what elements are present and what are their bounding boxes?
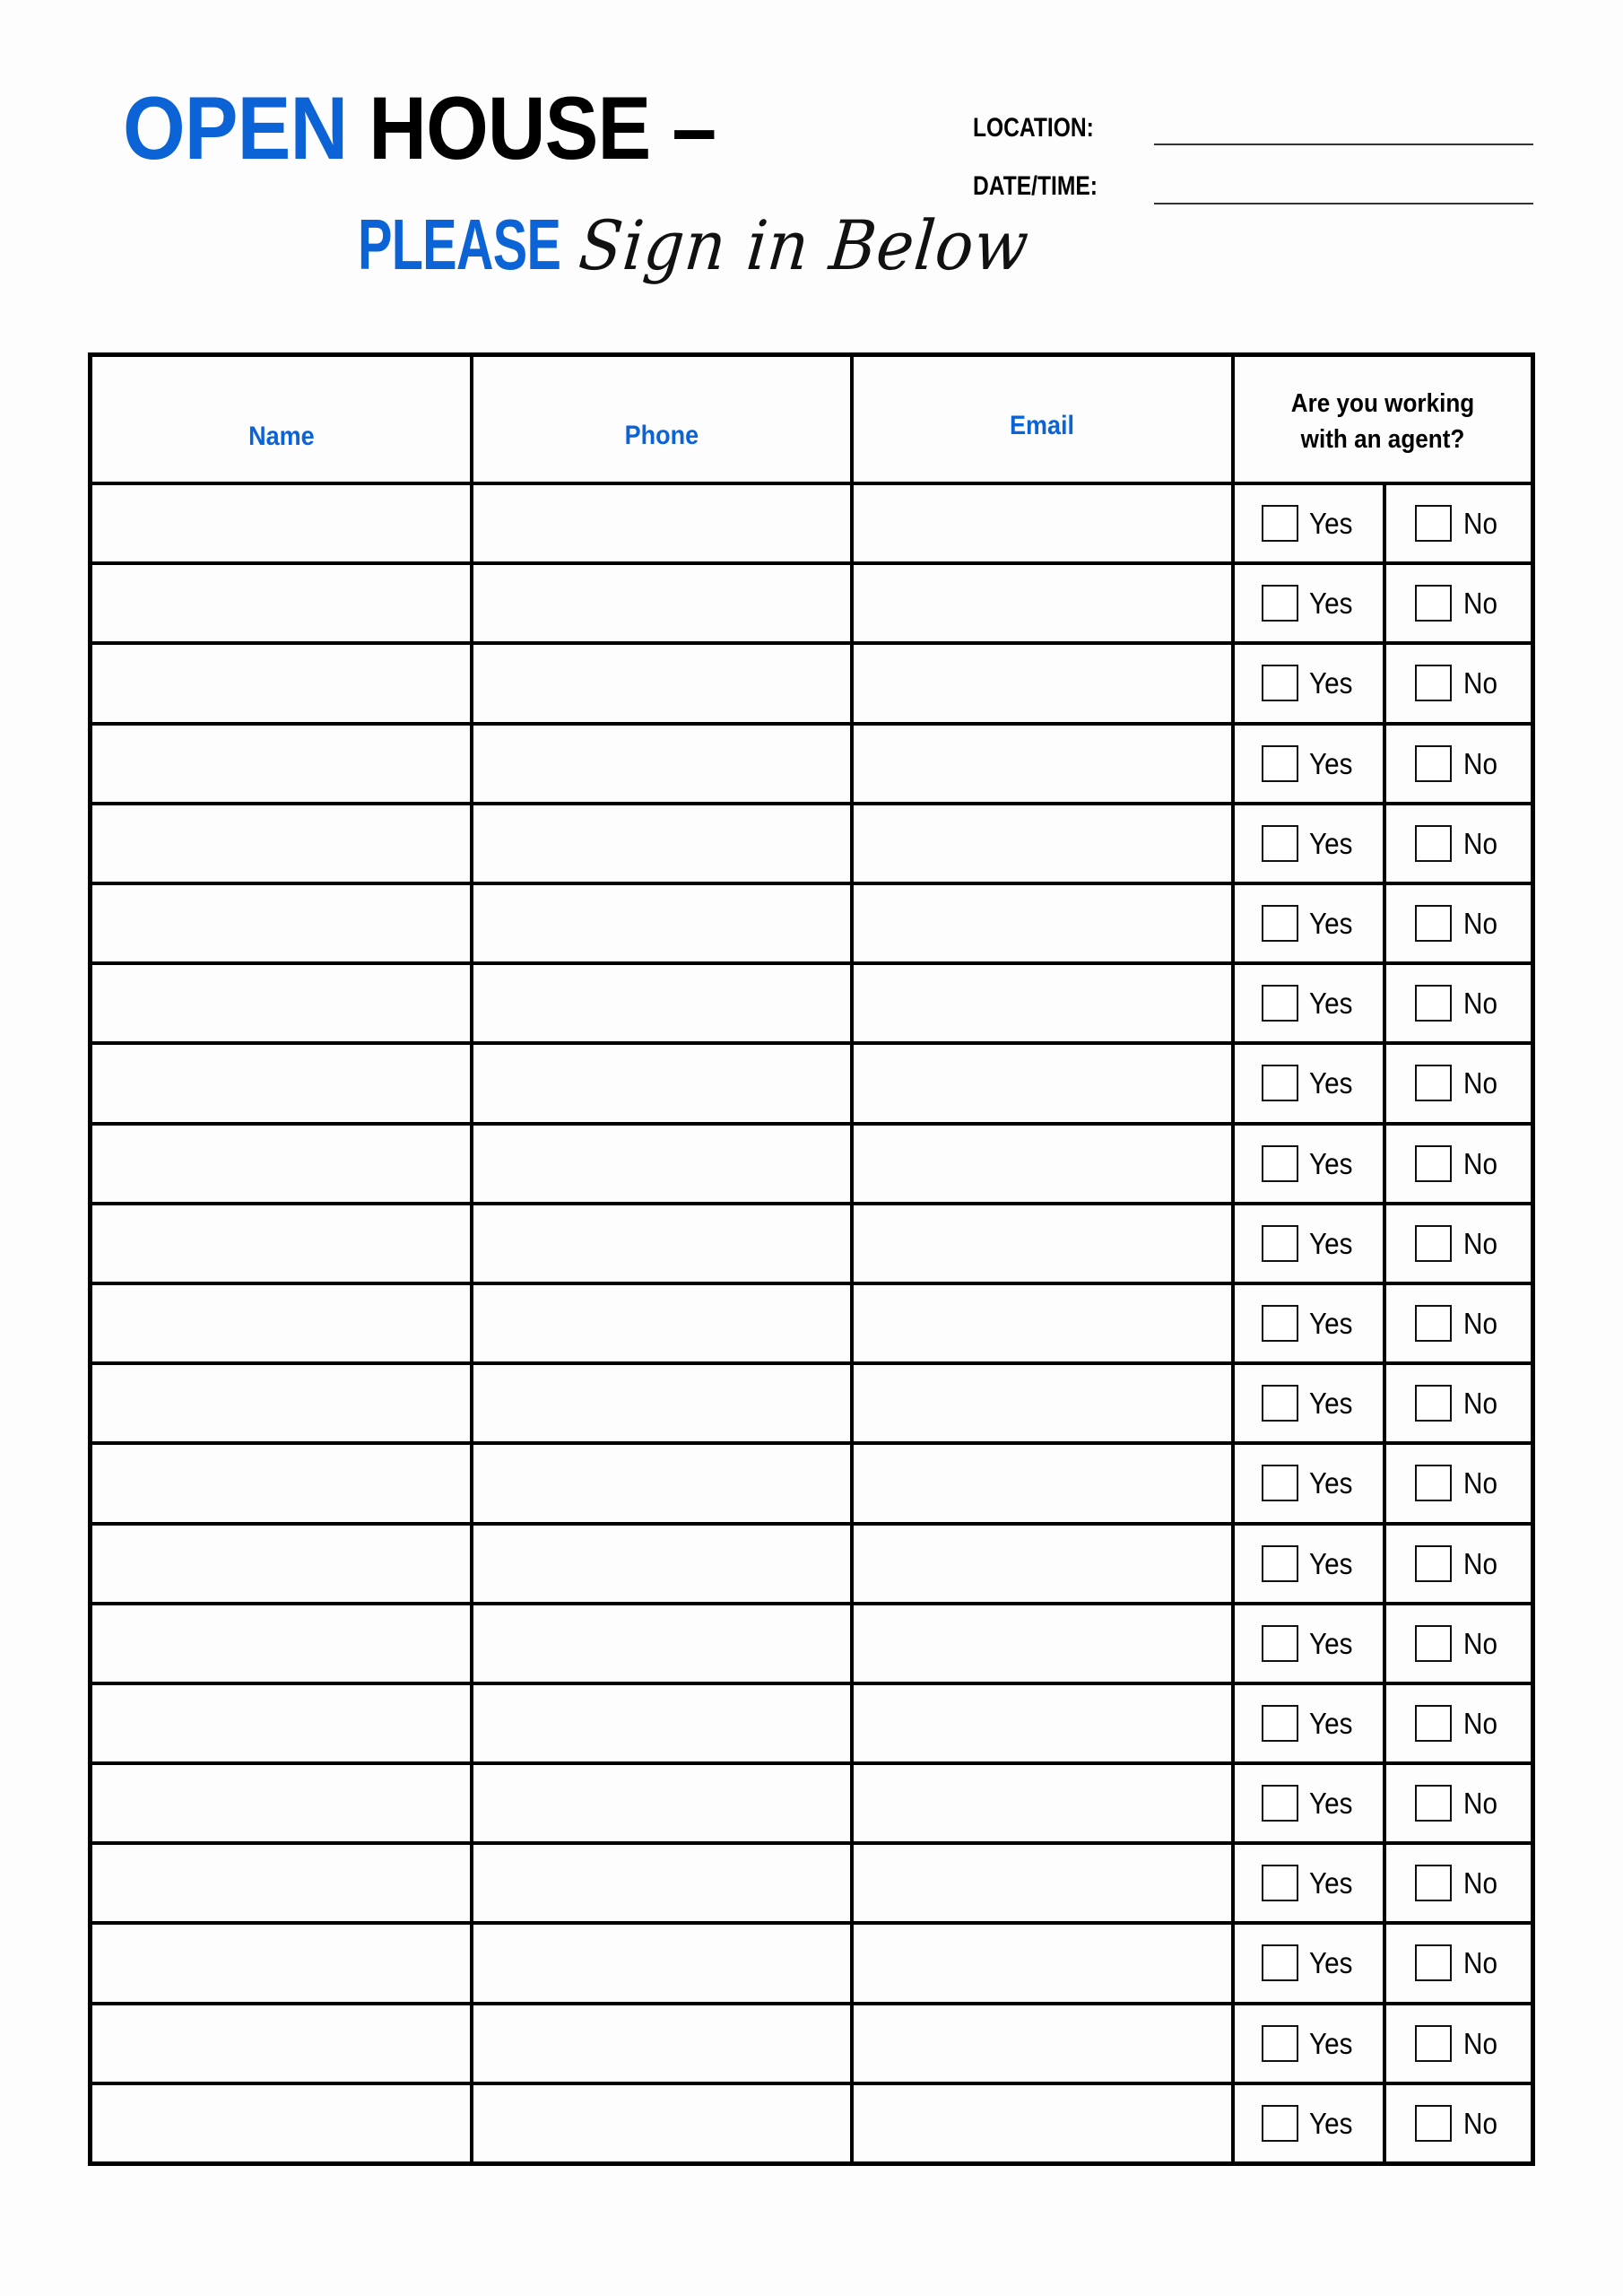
- agent-yes-option[interactable]: [1262, 1204, 1358, 1283]
- no-label: No: [1463, 1626, 1497, 1660]
- agent-no-option[interactable]: [1415, 1843, 1501, 1923]
- agent-no-option[interactable]: [1415, 483, 1501, 563]
- datetime-field[interactable]: [1154, 203, 1533, 204]
- agent-no-option[interactable]: [1415, 1683, 1501, 1763]
- email-cell[interactable]: [854, 805, 1231, 882]
- agent-yes-option[interactable]: [1262, 1283, 1358, 1363]
- phone-cell[interactable]: [473, 805, 850, 882]
- no-label: No: [1463, 1066, 1497, 1100]
- no-label: No: [1463, 1466, 1497, 1500]
- phone-cell[interactable]: [473, 965, 850, 1041]
- no-checkbox[interactable]: [1415, 1145, 1452, 1182]
- name-cell[interactable]: [92, 1765, 470, 1841]
- phone-cell[interactable]: [473, 1445, 850, 1521]
- yes-label: Yes: [1309, 746, 1353, 780]
- email-cell[interactable]: [854, 1845, 1231, 1921]
- name-cell[interactable]: [92, 726, 470, 802]
- yes-label: Yes: [1309, 826, 1353, 860]
- no-checkbox[interactable]: [1415, 745, 1452, 782]
- phone-cell[interactable]: [473, 726, 850, 802]
- yes-checkbox[interactable]: [1262, 745, 1298, 782]
- no-checkbox[interactable]: [1415, 1225, 1452, 1262]
- no-label: No: [1463, 2106, 1497, 2140]
- agent-no-option[interactable]: [1415, 1763, 1501, 1843]
- no-label: No: [1463, 1146, 1497, 1180]
- no-label: No: [1463, 907, 1497, 940]
- yes-label: Yes: [1309, 507, 1353, 540]
- no-label: No: [1463, 507, 1497, 540]
- title-house: HOUSE –: [369, 78, 716, 178]
- yes-checkbox[interactable]: [1262, 1305, 1298, 1342]
- agent-no-option[interactable]: [1415, 1524, 1501, 1604]
- yes-label: Yes: [1309, 1466, 1353, 1500]
- no-checkbox[interactable]: [1415, 905, 1452, 942]
- agent-yes-option[interactable]: [1262, 883, 1358, 963]
- agent-yes-option[interactable]: [1262, 1923, 1358, 2003]
- name-cell[interactable]: [92, 485, 470, 561]
- phone-cell[interactable]: [473, 1765, 850, 1841]
- no-checkbox[interactable]: [1415, 665, 1452, 701]
- no-checkbox[interactable]: [1415, 505, 1452, 542]
- agent-yes-option[interactable]: [1262, 1843, 1358, 1923]
- yes-label: Yes: [1309, 1626, 1353, 1660]
- yes-label: Yes: [1309, 587, 1353, 621]
- page-title: [123, 78, 716, 178]
- name-cell[interactable]: [92, 805, 470, 882]
- no-checkbox[interactable]: [1415, 585, 1452, 622]
- agent-no-option[interactable]: [1415, 1443, 1501, 1523]
- yes-checkbox[interactable]: [1262, 905, 1298, 942]
- name-cell[interactable]: [92, 1126, 470, 1202]
- agent-yes-option[interactable]: [1262, 724, 1358, 804]
- email-cell[interactable]: [854, 1126, 1231, 1202]
- yes-label: Yes: [1309, 987, 1353, 1021]
- agent-no-option[interactable]: [1415, 1363, 1501, 1443]
- yes-label: Yes: [1309, 1387, 1353, 1421]
- phone-cell[interactable]: [473, 1925, 850, 2001]
- agent-no-option[interactable]: [1415, 963, 1501, 1043]
- name-cell[interactable]: [92, 965, 470, 1041]
- phone-cell[interactable]: [473, 885, 850, 961]
- name-cell[interactable]: [92, 1365, 470, 1441]
- no-checkbox[interactable]: [1415, 1465, 1452, 1501]
- yes-checkbox[interactable]: [1262, 585, 1298, 622]
- name-cell[interactable]: [92, 1205, 470, 1282]
- phone-cell[interactable]: [473, 565, 850, 641]
- agent-no-option[interactable]: [1415, 883, 1501, 963]
- phone-cell[interactable]: [473, 1685, 850, 1761]
- agent-no-option[interactable]: [1415, 1283, 1501, 1363]
- yes-checkbox[interactable]: [1262, 1225, 1298, 1262]
- phone-cell[interactable]: [473, 1845, 850, 1921]
- email-cell[interactable]: [854, 565, 1231, 641]
- yes-checkbox[interactable]: [1262, 1625, 1298, 1662]
- yes-checkbox[interactable]: [1262, 1385, 1298, 1422]
- agent-yes-option[interactable]: [1262, 483, 1358, 563]
- yes-checkbox[interactable]: [1262, 1145, 1298, 1182]
- name-cell[interactable]: [92, 1285, 470, 1361]
- phone-cell[interactable]: [473, 645, 850, 721]
- agent-no-option[interactable]: [1415, 804, 1501, 883]
- no-label: No: [1463, 1866, 1497, 1900]
- yes-checkbox[interactable]: [1262, 1065, 1298, 1101]
- phone-cell[interactable]: [473, 485, 850, 561]
- yes-label: Yes: [1309, 1706, 1353, 1740]
- yes-checkbox[interactable]: [1262, 665, 1298, 701]
- no-label: No: [1463, 587, 1497, 621]
- name-cell[interactable]: [92, 2005, 470, 2082]
- agent-no-option[interactable]: [1415, 1923, 1501, 2003]
- agent-yes-option[interactable]: [1262, 1604, 1358, 1683]
- email-cell[interactable]: [854, 885, 1231, 961]
- yes-checkbox[interactable]: [1262, 825, 1298, 862]
- email-cell[interactable]: [854, 1685, 1231, 1761]
- no-label: No: [1463, 1787, 1497, 1820]
- name-cell[interactable]: [92, 1685, 470, 1761]
- email-cell[interactable]: [854, 2005, 1231, 2082]
- agent-yes-option[interactable]: [1262, 1524, 1358, 1604]
- datetime-label: DATE/TIME:: [973, 171, 1098, 201]
- no-checkbox[interactable]: [1415, 2025, 1452, 2062]
- yes-checkbox[interactable]: [1262, 1785, 1298, 1822]
- yes-label: Yes: [1309, 907, 1353, 940]
- yes-checkbox[interactable]: [1262, 2025, 1298, 2062]
- phone-cell[interactable]: [473, 1045, 850, 1121]
- yes-label: Yes: [1309, 1146, 1353, 1180]
- name-cell[interactable]: [92, 1526, 470, 1602]
- no-checkbox[interactable]: [1415, 1944, 1452, 1981]
- name-cell[interactable]: [92, 1605, 470, 1682]
- yes-checkbox[interactable]: [1262, 505, 1298, 542]
- agent-yes-option[interactable]: [1262, 1683, 1358, 1763]
- agent-yes-option[interactable]: [1262, 1124, 1358, 1204]
- no-label: No: [1463, 1226, 1497, 1260]
- no-checkbox[interactable]: [1415, 985, 1452, 1022]
- email-cell[interactable]: [854, 965, 1231, 1041]
- phone-cell[interactable]: [473, 1126, 850, 1202]
- yes-label: Yes: [1309, 2106, 1353, 2140]
- no-label: No: [1463, 1306, 1497, 1340]
- agent-yes-option[interactable]: [1262, 563, 1358, 643]
- yes-checkbox[interactable]: [1262, 985, 1298, 1022]
- yes-checkbox[interactable]: [1262, 1944, 1298, 1981]
- agent-no-option[interactable]: [1415, 1124, 1501, 1204]
- name-cell[interactable]: [92, 2085, 470, 2161]
- agent-no-option[interactable]: [1415, 1604, 1501, 1683]
- no-label: No: [1463, 1946, 1497, 1980]
- agent-no-option[interactable]: [1415, 2004, 1501, 2083]
- email-cell[interactable]: [854, 726, 1231, 802]
- email-cell[interactable]: [854, 1285, 1231, 1361]
- location-label: LOCATION:: [973, 113, 1094, 143]
- yes-label: Yes: [1309, 1546, 1353, 1580]
- name-cell[interactable]: [92, 885, 470, 961]
- email-cell[interactable]: [854, 1765, 1231, 1841]
- agent-no-option[interactable]: [1415, 563, 1501, 643]
- name-cell[interactable]: [92, 565, 470, 641]
- no-label: No: [1463, 2026, 1497, 2060]
- no-label: No: [1463, 987, 1497, 1021]
- no-checkbox[interactable]: [1415, 825, 1452, 862]
- yes-label: Yes: [1309, 2026, 1353, 2060]
- title-open: OPEN: [123, 78, 348, 178]
- signin-table: [88, 352, 1535, 2166]
- subtitle-please: PLEASE: [358, 204, 561, 284]
- email-cell[interactable]: [854, 2085, 1231, 2161]
- agent-yes-option[interactable]: [1262, 1443, 1358, 1523]
- yes-label: Yes: [1309, 1306, 1353, 1340]
- no-checkbox[interactable]: [1415, 2105, 1452, 2142]
- yes-checkbox[interactable]: [1262, 1545, 1298, 1582]
- email-cell[interactable]: [854, 1205, 1231, 1282]
- name-cell[interactable]: [92, 1045, 470, 1121]
- no-checkbox[interactable]: [1415, 1065, 1452, 1101]
- yes-label: Yes: [1309, 1226, 1353, 1260]
- phone-cell[interactable]: [473, 2085, 850, 2161]
- phone-cell[interactable]: [473, 1526, 850, 1602]
- name-cell[interactable]: [92, 645, 470, 721]
- agent-yes-option[interactable]: [1262, 2004, 1358, 2083]
- agent-no-option[interactable]: [1415, 1043, 1501, 1123]
- no-label: No: [1463, 746, 1497, 780]
- subtitle-script: Sign in Below: [576, 205, 1033, 285]
- phone-cell[interactable]: [473, 1285, 850, 1361]
- agent-yes-option[interactable]: [1262, 804, 1358, 883]
- yes-checkbox[interactable]: [1262, 1705, 1298, 1742]
- phone-cell[interactable]: [473, 2005, 850, 2082]
- yes-label: Yes: [1309, 1866, 1353, 1900]
- column-header-name: Name: [247, 422, 315, 451]
- agent-yes-option[interactable]: [1262, 1763, 1358, 1843]
- no-checkbox[interactable]: [1415, 1545, 1452, 1582]
- phone-cell[interactable]: [473, 1605, 850, 1682]
- agent-no-option[interactable]: [1415, 643, 1501, 723]
- phone-cell[interactable]: [473, 1365, 850, 1441]
- column-divider: [1231, 357, 1235, 2161]
- yes-label: Yes: [1309, 1066, 1353, 1100]
- yes-label: Yes: [1309, 666, 1353, 700]
- name-cell[interactable]: [92, 1925, 470, 2001]
- agent-yes-option[interactable]: [1262, 963, 1358, 1043]
- yes-label: Yes: [1309, 1946, 1353, 1980]
- column-header-phone: Phone: [624, 421, 699, 450]
- column-header-email: Email: [1010, 411, 1075, 440]
- email-cell[interactable]: [854, 1045, 1231, 1121]
- email-cell[interactable]: [854, 1365, 1231, 1441]
- no-label: No: [1463, 666, 1497, 700]
- yes-checkbox[interactable]: [1262, 1865, 1298, 1901]
- agent-no-option[interactable]: [1415, 2083, 1501, 2163]
- agent-no-option[interactable]: [1415, 1204, 1501, 1283]
- agent-yes-option[interactable]: [1262, 643, 1358, 723]
- agent-yes-option[interactable]: [1262, 1363, 1358, 1443]
- no-checkbox[interactable]: [1415, 1865, 1452, 1901]
- no-label: No: [1463, 826, 1497, 860]
- yes-checkbox[interactable]: [1262, 1465, 1298, 1501]
- email-cell[interactable]: [854, 1925, 1231, 2001]
- name-cell[interactable]: [92, 1845, 470, 1921]
- email-cell[interactable]: [854, 485, 1231, 561]
- no-checkbox[interactable]: [1415, 1385, 1452, 1422]
- email-cell[interactable]: [854, 1445, 1231, 1521]
- location-field[interactable]: [1154, 144, 1533, 145]
- agent-no-option[interactable]: [1415, 724, 1501, 804]
- no-label: No: [1463, 1546, 1497, 1580]
- agent-yes-option[interactable]: [1262, 2083, 1358, 2163]
- no-checkbox[interactable]: [1415, 1705, 1452, 1742]
- email-cell[interactable]: [854, 645, 1231, 721]
- no-checkbox[interactable]: [1415, 1785, 1452, 1822]
- phone-cell[interactable]: [473, 1205, 850, 1282]
- yes-label: Yes: [1309, 1787, 1353, 1820]
- no-checkbox[interactable]: [1415, 1625, 1452, 1662]
- yes-checkbox[interactable]: [1262, 2105, 1298, 2142]
- no-label: No: [1463, 1387, 1497, 1421]
- yes-no-divider: [1383, 484, 1386, 2161]
- email-cell[interactable]: [854, 1526, 1231, 1602]
- name-cell[interactable]: [92, 1445, 470, 1521]
- email-cell[interactable]: [854, 1605, 1231, 1682]
- no-label: No: [1463, 1706, 1497, 1740]
- column-header-agent: Are you working with an agent?: [1290, 389, 1475, 454]
- no-checkbox[interactable]: [1415, 1305, 1452, 1342]
- agent-yes-option[interactable]: [1262, 1043, 1358, 1123]
